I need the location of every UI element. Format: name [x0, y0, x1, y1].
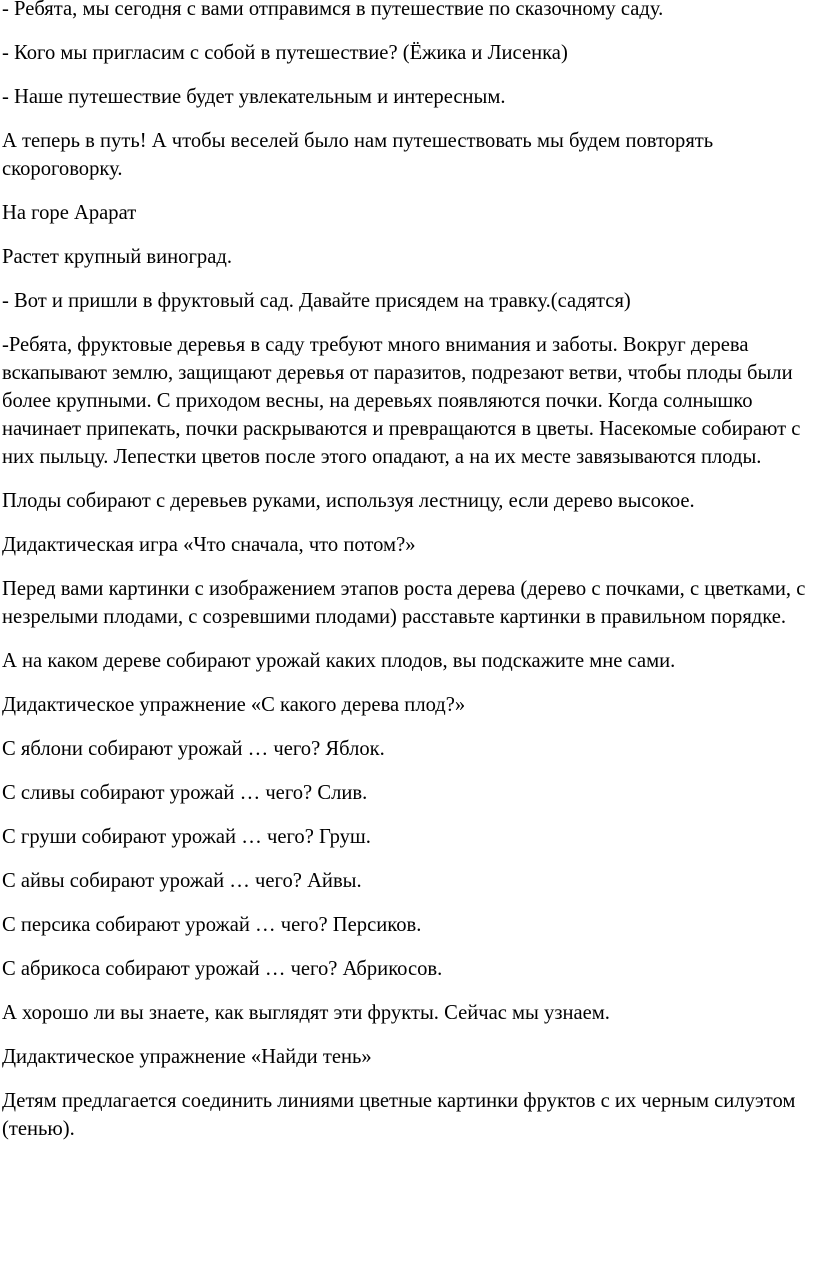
paragraph-shadow-instructions: Детям предлагается соединить линиями цветные картинки фруктов с их черным силуэтом (тенью). — [2, 1090, 796, 1140]
paragraph-harvest: Плоды собирают с деревьев руками, используя лестницу, если дерево высокое. — [2, 490, 695, 512]
paragraph-tongue-twister-intro: А теперь в путь! А чтобы веселей было нам путешествовать мы будем повторять скороговорку. — [2, 130, 714, 180]
paragraph-apple: С яблони собирают урожай … чего? Яблок. — [2, 738, 385, 760]
paragraph-plum: С сливы собирают урожай … чего? Слив. — [2, 782, 368, 804]
paragraph-pear: С груши собирают урожай … чего? Груш. — [2, 826, 371, 848]
heading-game-what-first: Дидактическая игра «Что сначала, что потом?» — [2, 534, 416, 556]
paragraph-intro: - Ребята, мы сегодня с вами отправимся в путешествие по сказочному саду. — [2, 0, 664, 20]
paragraph-peach: С персика собирают урожай … чего? Персиков. — [2, 914, 422, 936]
paragraph-tongue-twister-line-1: На горе Арарат — [2, 202, 137, 224]
heading-exercise-find-shadow: Дидактическое упражнение «Найди тень» — [2, 1046, 372, 1068]
paragraph-tree-care: -Ребята, фруктовые деревья в саду требуют много внимания и заботы. Вокруг дерева вскапывают землю, защищают деревья от паразитов, подрезают ветви, чтобы плоды были более крупными. С приходом весны, на деревьях появляются почки. Когда солнышко начинает припекать, почки раскрываются и превращаются в цветы. Насекомые собирают с них пыльцу. Лепестки цветов после этого опадают, а на их месте завязываются плоды. — [2, 334, 801, 468]
paragraph-journey: - Наше путешествие будет увлекательным и интересным. — [2, 86, 506, 108]
paragraph-question-guests: - Кого мы пригласим с собой в путешествие? (Ёжика и Лисенка) — [2, 42, 568, 64]
paragraph-which-tree: А на каком дереве собирают урожай каких плодов, вы подскажите мне сами. — [2, 650, 676, 672]
paragraph-tongue-twister-line-2: Растет крупный виноград. — [2, 246, 232, 268]
paragraph-game-instructions: Перед вами картинки с изображением этапов роста дерева (дерево с почками, с цветками, с незрелыми плодами, с созревшими плодами) расставьте картинки в правильном порядке. — [2, 578, 806, 628]
paragraph-fruit-knowledge: А хорошо ли вы знаете, как выглядят эти фрукты. Сейчас мы узнаем. — [2, 1002, 610, 1024]
paragraph-apricot: С абрикоса собирают урожай … чего? Абрикосов. — [2, 958, 443, 980]
heading-exercise-which-tree: Дидактическое упражнение «С какого дерева плод?» — [2, 694, 466, 716]
paragraph-quince: С айвы собирают урожай … чего? Айвы. — [2, 870, 362, 892]
paragraph-fruit-garden: - Вот и пришли в фруктовый сад. Давайте присядем на травку.(садятся) — [2, 290, 631, 312]
